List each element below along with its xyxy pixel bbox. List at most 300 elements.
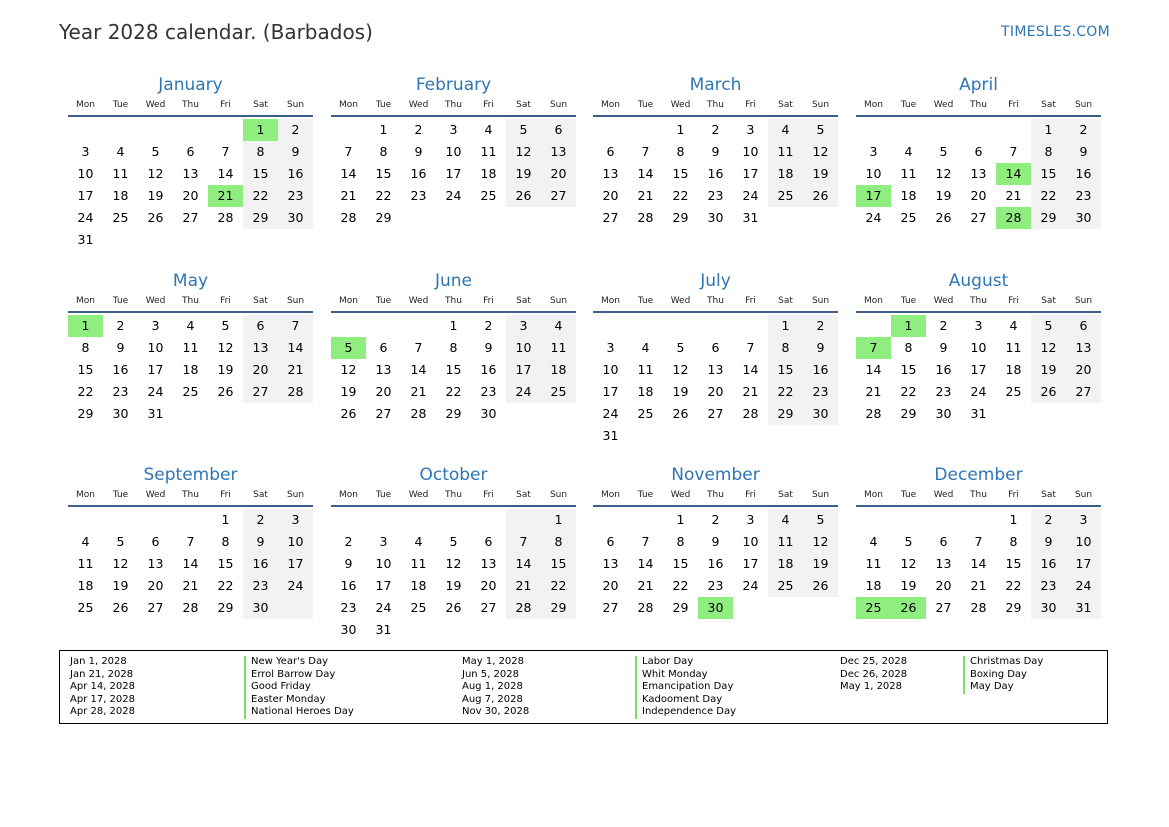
day-cell: 20 <box>707 384 724 399</box>
day-grid <box>331 315 576 447</box>
day-cell: 1 <box>554 512 563 527</box>
day-cell: 1 <box>449 318 458 333</box>
weekday-label: Fri <box>483 100 494 110</box>
day-cell: 6 <box>256 318 265 333</box>
weekday-label: Thu <box>182 296 199 306</box>
legend-dates <box>70 656 135 719</box>
legend-date: Dec 26, 2028 <box>840 668 908 680</box>
day-cell: 27 <box>480 600 497 615</box>
month-october <box>331 464 576 641</box>
day-cell: 19 <box>445 578 462 593</box>
weekday-label: Sat <box>516 100 531 110</box>
day-cell: 29 <box>252 210 269 225</box>
legend-holiday-name: Boxing Day <box>963 669 1043 682</box>
day-cell: 12 <box>672 362 689 377</box>
month-march <box>593 74 838 251</box>
day-cell: 3 <box>606 340 615 355</box>
day-cell: 20 <box>182 188 199 203</box>
day-cell: 15 <box>777 362 794 377</box>
month-may <box>68 270 313 447</box>
legend-date: Jan 1, 2028 <box>70 656 127 667</box>
day-cell: 9 <box>414 144 423 159</box>
day-cell: 8 <box>676 144 685 159</box>
day-cell: 27 <box>252 384 269 399</box>
holiday-day-cell: 1 <box>891 315 926 337</box>
day-cell: 25 <box>550 384 567 399</box>
legend-holiday-name: Emancipation Day <box>635 681 736 694</box>
legend-holiday-name: Kadooment Day <box>635 694 736 707</box>
weekday-label: Mon <box>76 100 95 110</box>
day-cell: 6 <box>606 534 615 549</box>
day-cell: 22 <box>252 188 269 203</box>
weekday-label: Mon <box>339 100 358 110</box>
day-cell: 6 <box>379 340 388 355</box>
weekday-label: Sun <box>286 100 305 110</box>
day-cell: 2 <box>1079 122 1088 137</box>
legend-date: Apr 28, 2028 <box>70 706 136 717</box>
month-name: November <box>671 465 760 485</box>
day-cell: 16 <box>112 362 129 377</box>
day-cell: 13 <box>182 166 199 181</box>
day-cell: 18 <box>777 556 794 571</box>
day-cell: 27 <box>707 406 724 421</box>
day-cell: 2 <box>939 318 948 333</box>
day-cell: 19 <box>812 166 829 181</box>
day-cell: 19 <box>672 384 689 399</box>
month-january <box>68 74 313 251</box>
legend-holiday-name: Errol Barrow Day <box>244 669 354 682</box>
day-cell: 1 <box>221 512 230 527</box>
day-cell: 12 <box>812 534 829 549</box>
legend-dates <box>462 656 529 719</box>
day-cell: 16 <box>707 166 724 181</box>
day-cell: 26 <box>515 188 532 203</box>
day-cell: 10 <box>970 340 987 355</box>
day-cell: 28 <box>217 210 234 225</box>
day-cell: 29 <box>445 406 462 421</box>
day-grid <box>68 509 313 641</box>
day-cell: 8 <box>554 534 563 549</box>
day-cell: 21 <box>742 384 759 399</box>
day-cell: 1 <box>676 122 685 137</box>
day-cell: 7 <box>519 534 528 549</box>
weekday-label: Wed <box>408 490 429 500</box>
day-cell: 31 <box>147 406 164 421</box>
month-name: March <box>689 75 742 95</box>
day-cell: 7 <box>344 144 353 159</box>
day-grid <box>68 315 313 447</box>
day-cell: 2 <box>711 512 720 527</box>
day-cell: 13 <box>480 556 497 571</box>
day-cell: 10 <box>515 340 532 355</box>
weekday-label: Sat <box>778 100 793 110</box>
month-july <box>593 270 838 447</box>
day-cell: 27 <box>550 188 567 203</box>
day-cell: 25 <box>900 210 917 225</box>
holiday-day-cell: 17 <box>856 185 891 207</box>
day-cell: 7 <box>746 340 755 355</box>
day-cell: 11 <box>777 534 794 549</box>
weekday-label: Mon <box>864 490 883 500</box>
day-cell: 14 <box>182 556 199 571</box>
day-cell: 11 <box>865 556 882 571</box>
weekday-header <box>331 295 576 313</box>
day-cell: 13 <box>602 166 619 181</box>
month-name: April <box>959 75 998 95</box>
day-cell: 8 <box>781 340 790 355</box>
weekday-label: Mon <box>601 100 620 110</box>
day-cell: 10 <box>287 534 304 549</box>
day-cell: 23 <box>287 188 304 203</box>
day-cell: 10 <box>147 340 164 355</box>
day-cell: 21 <box>340 188 357 203</box>
day-cell: 6 <box>186 144 195 159</box>
day-cell: 22 <box>1040 188 1057 203</box>
day-cell: 16 <box>812 362 829 377</box>
day-cell: 2 <box>291 122 300 137</box>
day-cell: 3 <box>974 318 983 333</box>
day-cell: 24 <box>1075 578 1092 593</box>
day-cell: 8 <box>676 534 685 549</box>
day-cell: 7 <box>291 318 300 333</box>
day-cell: 12 <box>1040 340 1057 355</box>
day-cell: 14 <box>637 556 654 571</box>
day-cell: 2 <box>256 512 265 527</box>
day-cell: 26 <box>935 210 952 225</box>
day-cell: 15 <box>550 556 567 571</box>
month-name: February <box>415 75 492 95</box>
month-name: January <box>158 75 223 95</box>
day-cell: 7 <box>641 534 650 549</box>
day-cell: 16 <box>340 578 357 593</box>
weekday-label: Thu <box>445 296 462 306</box>
day-cell: 19 <box>112 578 129 593</box>
weekday-header <box>856 489 1101 507</box>
month-name: August <box>948 271 1009 291</box>
day-cell: 19 <box>217 362 234 377</box>
day-cell: 27 <box>935 600 952 615</box>
day-cell: 29 <box>672 600 689 615</box>
day-grid <box>856 509 1101 641</box>
day-cell: 3 <box>151 318 160 333</box>
weekday-label: Thu <box>707 490 724 500</box>
day-cell: 18 <box>550 362 567 377</box>
day-cell: 29 <box>1040 210 1057 225</box>
day-cell: 21 <box>970 578 987 593</box>
day-cell: 13 <box>935 556 952 571</box>
day-cell: 11 <box>550 340 567 355</box>
day-cell: 5 <box>519 122 528 137</box>
day-cell: 20 <box>602 578 619 593</box>
weekday-label: Sat <box>253 490 268 500</box>
weekday-label: Tue <box>112 490 129 500</box>
day-cell: 28 <box>865 406 882 421</box>
weekday-label: Fri <box>220 490 231 500</box>
day-cell: 16 <box>1075 166 1092 181</box>
weekday-label: Tue <box>112 100 129 110</box>
day-cell: 31 <box>742 210 759 225</box>
weekday-label: Sun <box>811 490 830 500</box>
day-cell: 9 <box>939 340 948 355</box>
month-name: July <box>700 271 731 291</box>
day-grid <box>331 509 576 641</box>
day-cell: 27 <box>970 210 987 225</box>
day-cell: 28 <box>515 600 532 615</box>
day-cell: 20 <box>935 578 952 593</box>
weekday-label: Thu <box>970 490 987 500</box>
day-cell: 9 <box>816 340 825 355</box>
day-cell: 1 <box>1009 512 1018 527</box>
day-cell: 25 <box>1005 384 1022 399</box>
day-cell: 23 <box>1075 188 1092 203</box>
day-cell: 30 <box>112 406 129 421</box>
month-june <box>331 270 576 447</box>
day-cell: 2 <box>116 318 125 333</box>
day-cell: 3 <box>81 144 90 159</box>
day-cell: 22 <box>77 384 94 399</box>
weekday-label: Wed <box>408 100 429 110</box>
weekday-label: Thu <box>182 490 199 500</box>
day-cell: 19 <box>1040 362 1057 377</box>
day-cell: 28 <box>637 210 654 225</box>
day-cell: 1 <box>676 512 685 527</box>
day-cell: 6 <box>974 144 983 159</box>
weekday-label: Sat <box>253 100 268 110</box>
weekday-label: Sat <box>1041 490 1056 500</box>
weekday-label: Thu <box>182 100 199 110</box>
day-cell: 20 <box>970 188 987 203</box>
day-cell: 10 <box>742 144 759 159</box>
day-cell: 3 <box>1079 512 1088 527</box>
day-cell: 9 <box>484 340 493 355</box>
weekday-label: Sun <box>549 490 568 500</box>
legend-holiday-name: Good Friday <box>244 681 354 694</box>
day-cell: 25 <box>410 600 427 615</box>
day-cell: 15 <box>900 362 917 377</box>
day-cell: 14 <box>865 362 882 377</box>
day-cell: 24 <box>602 406 619 421</box>
day-cell: 30 <box>812 406 829 421</box>
day-grid <box>856 315 1101 447</box>
weekday-label: Fri <box>483 296 494 306</box>
day-cell: 12 <box>112 556 129 571</box>
weekday-label: Fri <box>745 296 756 306</box>
month-september <box>68 464 313 641</box>
day-cell: 20 <box>375 384 392 399</box>
day-cell: 17 <box>602 384 619 399</box>
day-cell: 30 <box>287 210 304 225</box>
day-cell: 31 <box>602 428 619 443</box>
day-cell: 18 <box>777 166 794 181</box>
day-cell: 9 <box>711 534 720 549</box>
month-december <box>856 464 1101 641</box>
day-cell: 21 <box>182 578 199 593</box>
weekday-label: Fri <box>1008 100 1019 110</box>
legend-date: Apr 17, 2028 <box>70 693 136 705</box>
holiday-day-cell: 25 <box>856 597 891 619</box>
day-cell: 17 <box>742 556 759 571</box>
day-cell: 27 <box>182 210 199 225</box>
weekday-label: Sun <box>549 296 568 306</box>
weekday-label: Sat <box>778 490 793 500</box>
day-cell: 28 <box>340 210 357 225</box>
day-cell: 17 <box>742 166 759 181</box>
day-cell: 3 <box>519 318 528 333</box>
day-cell: 16 <box>1040 556 1057 571</box>
legend-date: May 1, 2028 <box>840 681 903 692</box>
day-cell: 13 <box>970 166 987 181</box>
day-cell: 15 <box>445 362 462 377</box>
day-cell: 24 <box>375 600 392 615</box>
day-cell: 30 <box>252 600 269 615</box>
day-cell: 29 <box>375 210 392 225</box>
day-cell: 4 <box>484 122 493 137</box>
legend-holiday-name: New Year's Day <box>244 656 354 669</box>
day-cell: 18 <box>637 384 654 399</box>
legend-dates <box>840 656 907 694</box>
month-november <box>593 464 838 641</box>
day-cell: 10 <box>742 534 759 549</box>
weekday-header <box>68 99 313 117</box>
month-name: May <box>172 271 209 291</box>
weekday-label: Tue <box>900 490 917 500</box>
day-cell: 12 <box>217 340 234 355</box>
day-cell: 15 <box>672 166 689 181</box>
day-cell: 16 <box>707 556 724 571</box>
day-cell: 5 <box>1044 318 1053 333</box>
weekday-label: Mon <box>601 296 620 306</box>
day-cell: 12 <box>147 166 164 181</box>
day-cell: 12 <box>812 144 829 159</box>
day-cell: 11 <box>777 144 794 159</box>
day-cell: 26 <box>147 210 164 225</box>
weekday-label: Tue <box>900 100 917 110</box>
day-cell: 12 <box>515 144 532 159</box>
day-cell: 27 <box>375 406 392 421</box>
day-cell: 9 <box>344 556 353 571</box>
day-cell: 9 <box>256 534 265 549</box>
day-cell: 25 <box>182 384 199 399</box>
holiday-day-cell: 1 <box>68 315 103 337</box>
day-cell: 29 <box>1005 600 1022 615</box>
weekday-header <box>856 295 1101 313</box>
weekday-label: Tue <box>637 100 654 110</box>
weekday-header <box>68 295 313 313</box>
day-cell: 5 <box>816 122 825 137</box>
day-grid <box>331 119 576 251</box>
weekday-label: Wed <box>145 296 166 306</box>
month-february <box>331 74 576 251</box>
day-cell: 15 <box>77 362 94 377</box>
day-cell: 23 <box>1040 578 1057 593</box>
weekday-label: Wed <box>145 100 166 110</box>
day-cell: 1 <box>1044 122 1053 137</box>
day-cell: 20 <box>1075 362 1092 377</box>
weekday-label: Sun <box>286 490 305 500</box>
weekday-label: Fri <box>1008 490 1019 500</box>
day-cell: 30 <box>707 210 724 225</box>
weekday-header <box>593 489 838 507</box>
day-grid <box>856 119 1101 251</box>
weekday-label: Wed <box>933 296 954 306</box>
legend-date: Dec 25, 2028 <box>840 656 908 667</box>
holiday-day-cell: 28 <box>996 207 1031 229</box>
day-cell: 13 <box>602 556 619 571</box>
day-cell: 19 <box>147 188 164 203</box>
day-cell: 2 <box>344 534 353 549</box>
day-cell: 31 <box>375 622 392 637</box>
day-cell: 23 <box>410 188 427 203</box>
day-cell: 14 <box>515 556 532 571</box>
weekday-label: Sun <box>811 100 830 110</box>
day-cell: 18 <box>410 578 427 593</box>
day-cell: 23 <box>935 384 952 399</box>
day-cell: 26 <box>112 600 129 615</box>
day-cell: 17 <box>515 362 532 377</box>
legend-holiday-name: Whit Monday <box>635 669 736 682</box>
weekday-label: Tue <box>637 296 654 306</box>
day-cell: 19 <box>515 166 532 181</box>
site-link[interactable]: TIMESLES.COM <box>1001 24 1110 40</box>
day-cell: 19 <box>900 578 917 593</box>
day-cell: 4 <box>186 318 195 333</box>
day-cell: 11 <box>900 166 917 181</box>
day-cell: 2 <box>414 122 423 137</box>
day-cell: 23 <box>480 384 497 399</box>
weekday-label: Tue <box>375 100 392 110</box>
day-cell: 8 <box>221 534 230 549</box>
legend-holiday-name: National Heroes Day <box>244 706 354 719</box>
day-cell: 22 <box>672 188 689 203</box>
day-cell: 17 <box>970 362 987 377</box>
day-cell: 23 <box>252 578 269 593</box>
day-cell: 22 <box>550 578 567 593</box>
weekday-label: Wed <box>670 100 691 110</box>
weekday-label: Fri <box>745 490 756 500</box>
month-april <box>856 74 1101 251</box>
day-cell: 10 <box>1075 534 1092 549</box>
day-cell: 16 <box>252 556 269 571</box>
day-cell: 25 <box>777 578 794 593</box>
day-cell: 21 <box>865 384 882 399</box>
day-cell: 22 <box>445 384 462 399</box>
legend-date: Aug 7, 2028 <box>462 693 523 705</box>
day-cell: 11 <box>77 556 94 571</box>
day-cell: 9 <box>291 144 300 159</box>
day-cell: 29 <box>672 210 689 225</box>
day-cell: 30 <box>480 406 497 421</box>
day-cell: 24 <box>742 578 759 593</box>
day-cell: 18 <box>112 188 129 203</box>
day-grid <box>593 315 838 447</box>
day-cell: 28 <box>182 600 199 615</box>
day-cell: 13 <box>147 556 164 571</box>
day-cell: 18 <box>900 188 917 203</box>
day-cell: 30 <box>1075 210 1092 225</box>
day-cell: 21 <box>1005 188 1022 203</box>
day-cell: 3 <box>869 144 878 159</box>
day-cell: 25 <box>112 210 129 225</box>
day-cell: 28 <box>742 406 759 421</box>
day-cell: 4 <box>641 340 650 355</box>
weekday-label: Fri <box>220 100 231 110</box>
day-cell: 20 <box>147 578 164 593</box>
day-cell: 24 <box>742 188 759 203</box>
month-august <box>856 270 1101 447</box>
weekday-header <box>331 99 576 117</box>
day-cell: 18 <box>182 362 199 377</box>
weekday-label: Mon <box>339 296 358 306</box>
